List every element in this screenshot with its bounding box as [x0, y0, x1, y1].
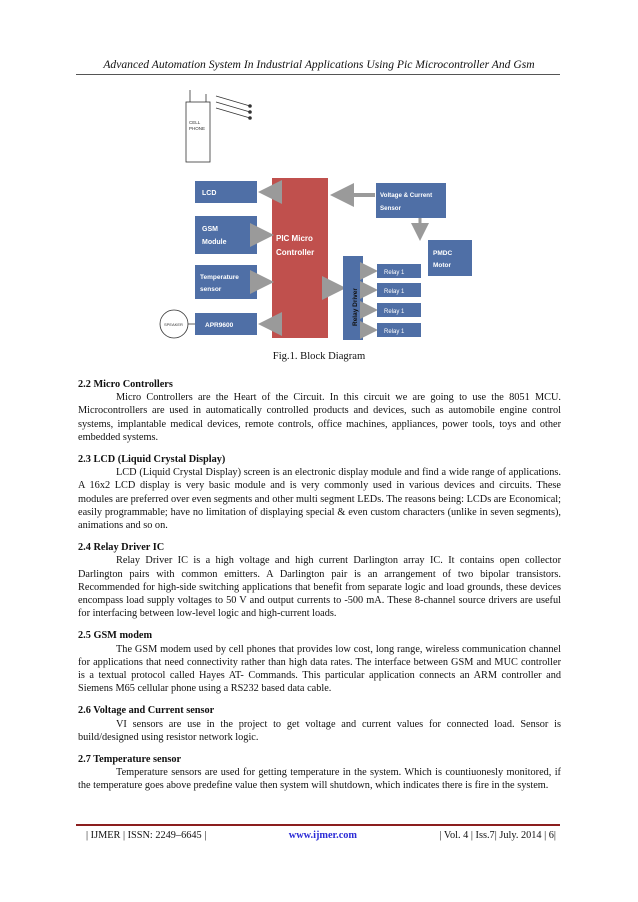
article-body — [78, 378, 561, 802]
pic-label: PIC Micro — [276, 234, 313, 243]
section-lcd — [78, 453, 561, 532]
temperature-block — [195, 265, 257, 299]
section-heading: 2.2 Micro Controllers — [78, 379, 173, 390]
section-relay-driver — [78, 541, 561, 620]
section-micro-controllers — [78, 378, 561, 444]
section-heading: 2.7 Temperature sensor — [78, 754, 182, 766]
pic-label: Controller — [276, 248, 315, 257]
cell-phone-label: PHONE — [189, 126, 206, 131]
pmdc-motor-block — [428, 240, 472, 276]
pmdc-label: Motor — [433, 262, 452, 269]
section-temperature-sensor — [78, 753, 561, 793]
relay-label: Relay 1 — [384, 329, 405, 335]
cell-phone-block — [186, 90, 210, 162]
section-text: Temperature sensors are used for getting temperature in the system. Which is countiuonesly monitored, if the temperature goes above predefine value then system will shutdown, which indicates there is fire in the system. — [78, 767, 561, 792]
vc-sensor-label: Voltage & Current — [380, 192, 433, 199]
running-header: Advanced Automation System In Industrial Applications Using Pic Microcontroller And Gsm — [103, 58, 535, 71]
section-text: Micro Controllers are the Heart of the Circuit. In this circuit we are going to use the 8051 MCU. Microcontrollers are used in automatically controlled products and devices, such as automobile engine control systems, implantable medical devices, remote controls, office machines, appliances, power tools, toys and other embedded systems. — [78, 392, 561, 443]
section-heading: 2.5 GSM modem — [78, 630, 153, 642]
relay-label: Relay 1 — [384, 270, 405, 276]
gsm-label: GSM — [202, 226, 218, 233]
section-heading: 2.4 Relay Driver IC — [78, 542, 165, 554]
temperature-label: sensor — [200, 286, 222, 293]
speaker-label: SPEAKER — [164, 322, 183, 327]
relay-label: Relay 1 — [384, 289, 405, 295]
wireless-signal-icon — [216, 96, 251, 119]
pmdc-label: PMDC — [433, 250, 453, 257]
section-text: VI sensors are use in the project to get voltage and current values for connected load. Sensor is build/designed using resistor network logic. — [78, 718, 561, 743]
section-text: LCD (Liquid Crystal Display) screen is an electronic display module and find a wide range of applications. A 16x2 LCD display is very basic module and is very commonly used in various devices and circuits. These modules are preferred over even segments and other multi segment LEDs. The reasons being: LCDs are Economical; easily programmable; have no limitation of displaying special & even custom characters (unlike in seven segments), animations and so on. — [78, 467, 561, 532]
figure-caption: Fig.1. Block Diagram — [272, 351, 366, 362]
section-text: Relay Driver IC is a high voltage and high current Darlington array IC. It contains open collector Darlington pairs with common emitters. A Darlington pair is an arrangement of two bipolar transistors. Recommended for high-side switching applications that benefit from separate logic and load grounds, these devices encompass load supply voltages to 50 V and output currents to -500 mA. These 8-channel source drivers are useful for interfacing between low-level logic and high-current loads. — [78, 555, 561, 620]
section-heading: 2.6 Voltage and Current sensor — [78, 705, 215, 717]
apr9600-label: APR9600 — [205, 322, 234, 329]
section-gsm-modem — [78, 629, 561, 695]
header-rule — [76, 74, 560, 75]
temperature-label: Temperature — [200, 274, 239, 281]
footer-issue-info: | Vol. 4 | Iss.7| July. 2014 | 6| — [439, 830, 556, 841]
section-text: The GSM modem used by cell phones that provides low cost, long range, wireless communication channel for applications that need connectivity rather than high data rates. The interface between GSM and MUC controller is a textual protocol called Hayes AT- Commands. This particular application connects an ARM controller and Siemens M65 cellular phone using a RS232 based data cable. — [78, 643, 561, 695]
voltage-current-sensor-block — [376, 183, 446, 218]
footer-journal-info: | IJMER | ISSN: 2249–6645 | — [86, 830, 207, 841]
relay-driver-label: Relay Driver — [352, 288, 359, 326]
section-voltage-current-sensor — [78, 704, 561, 744]
page-footer — [86, 830, 556, 841]
block-diagram — [150, 78, 480, 350]
gsm-label: Module — [202, 239, 227, 246]
gsm-block — [195, 216, 257, 254]
pic-microcontroller-block — [272, 178, 328, 338]
section-heading: 2.3 LCD (Liquid Crystal Display) — [78, 454, 226, 466]
footer-rule — [76, 824, 560, 826]
lcd-label: LCD — [202, 190, 217, 197]
journal-website-link[interactable]: www.ijmer.com — [288, 830, 358, 841]
cell-phone-label: CELL — [189, 120, 201, 125]
vc-sensor-label: Sensor — [380, 205, 401, 212]
relay-label: Relay 1 — [384, 309, 405, 315]
